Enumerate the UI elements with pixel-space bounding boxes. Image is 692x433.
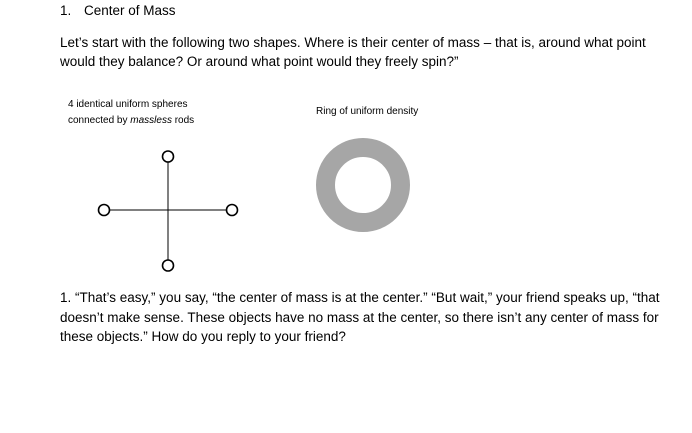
sphere-top <box>163 151 174 162</box>
caption-italic: massless <box>130 114 172 126</box>
sphere-right <box>227 205 238 216</box>
caption-suffix: rods <box>171 114 195 126</box>
uniform-ring <box>326 148 401 223</box>
question-paragraph <box>60 288 680 347</box>
sphere-left <box>99 205 110 216</box>
sphere-bottom <box>163 260 174 271</box>
intro-paragraph: Let’s start with the following two shapes. Where is their center of mass – that is, around what point would they balance? Or around what point would they freely spin?” <box>60 35 646 69</box>
caption-prefix: connected by <box>68 114 131 126</box>
question-number: 1. <box>60 290 72 305</box>
section-title: Center of Mass <box>84 3 176 18</box>
ring-figure <box>326 148 401 223</box>
section-number: 1. <box>60 3 72 18</box>
spheres-figure <box>99 151 238 271</box>
question-text: “That’s easy,” you say, “the center of mass is at the center.” “But wait,” your friend speaks up, “that doesn’t make sense. These objects have no mass at the center, so there isn’t any center of mass for these objects.” How do you reply to your friend? <box>60 290 660 344</box>
spheres-caption-line1: 4 identical uniform spheres <box>68 99 188 110</box>
ring-caption: Ring of uniform density <box>316 106 419 117</box>
